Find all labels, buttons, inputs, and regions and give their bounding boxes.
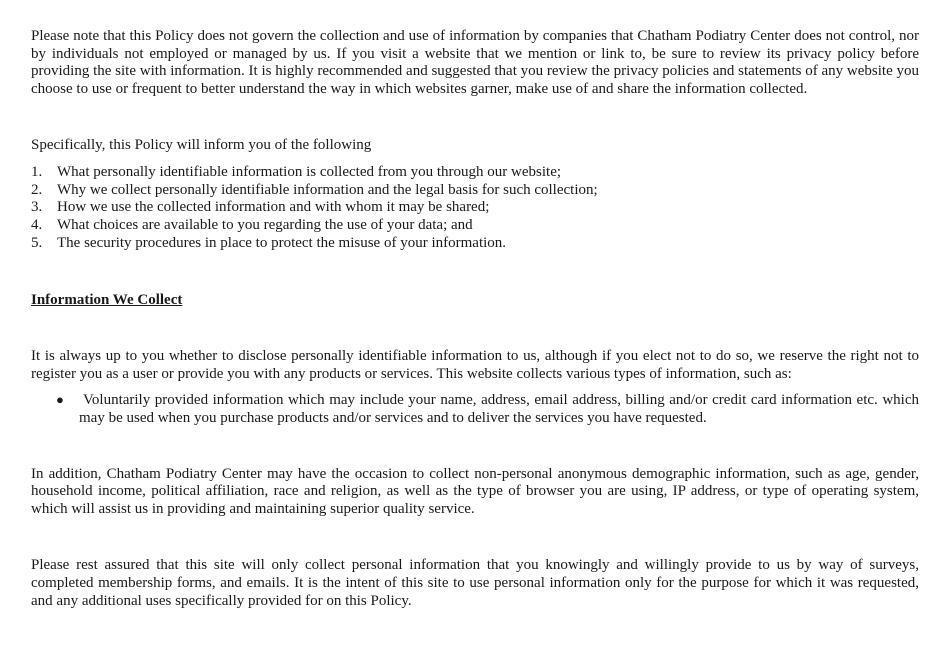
list-item-text: The security procedures in place to protect the misuse of your information. <box>57 234 507 251</box>
specifically-lead: Specifically, this Policy will inform you of the following <box>31 137 372 154</box>
list-item-text: How we use the collected information and with whom it may be shared; <box>57 199 490 216</box>
list-item-text: Why we collect personally identifiable information and the legal basis for such collection; <box>57 181 598 198</box>
bullet-icon: ● <box>56 391 64 407</box>
list-number: 5. <box>31 234 43 251</box>
list-item <box>31 199 919 217</box>
list-item <box>31 164 919 182</box>
list-item <box>31 182 919 200</box>
bullet-item <box>56 391 919 427</box>
collect-paragraph: It is always up to you whether to disclose personally identifiable information to us, although if you elect not to do so, we reserve the right not to register you as a user or provide you with any products or services. This website collects various types of information, such as: <box>31 348 919 383</box>
section-heading-information-we-collect: Information We Collect <box>31 292 183 309</box>
list-item <box>31 235 919 253</box>
policy-document <box>31 28 919 610</box>
policy-topics-list <box>31 164 919 253</box>
list-item-text: What choices are available to you regarding the use of your data; and <box>57 217 473 234</box>
list-number: 1. <box>31 163 43 180</box>
intro-paragraph: Please note that this Policy does not govern the collection and use of information by companies that Chatham Podiatry Center does not control, nor by individuals not employed or managed by us. If you visit a website that we mention or link to, be sure to review its privacy policy before providing the site with information. It is highly recommended and suggested that you review the privacy policies and statements of any website you choose to use or frequent to better understand the way in which websites garner, make use of and share the information collected. <box>31 28 919 97</box>
list-number: 3. <box>31 199 43 216</box>
bullet-item-text: Voluntarily provided information which may include your name, address, email address, billing and/or credit card information etc. which may be used when you purchase products and/or services and to deliver the services you have requested. <box>79 391 919 426</box>
list-number: 4. <box>31 217 43 234</box>
collected-info-list <box>31 391 919 427</box>
list-item <box>31 217 919 235</box>
list-item-text: What personally identifiable information is collected from you through our website; <box>57 163 562 180</box>
list-number: 2. <box>31 181 43 198</box>
assurance-paragraph: Please rest assured that this site will only collect personal information that you knowingly and willingly provide to us by way of surveys, completed membership forms, and emails. It is the intent of this site to use personal information only for the purpose for which it was requested, and any additional uses specifically provided for on this Policy. <box>31 557 919 609</box>
additional-info-paragraph: In addition, Chatham Podiatry Center may have the occasion to collect non-personal anonymous demographic information, such as age, gender, household income, political affiliation, race and religion, as well as the type of browser you are using, IP address, or type of operating system, which will assist us in providing and maintaining superior quality service. <box>31 465 919 517</box>
